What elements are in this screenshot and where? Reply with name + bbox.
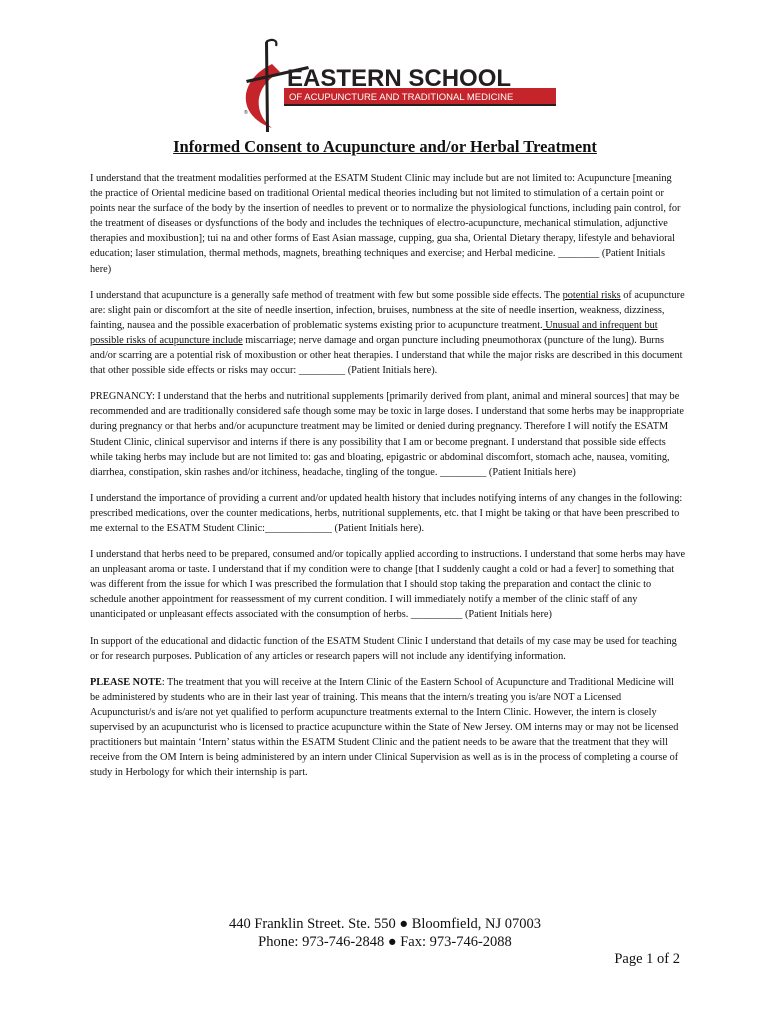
risks-text-c: of acupuncture are: slight pain or discomfort at the site of needle insertion, infection, bruises, numbness at the site of needle insertion, weakness, dizziness, fainting, nausea and the possible exacerbation of problematic systems existing prior to acupuncture treatment. bbox=[90, 289, 685, 331]
document-title: Informed Consent to Acupuncture and/or Herbal Treatment bbox=[173, 137, 597, 156]
please-note-label: PLEASE NOTE bbox=[90, 676, 162, 688]
paragraph-modalities: I understand that the treatment modalities performed at the ESATM Student Clinic may include but are not limited to: Acupuncture [meaning the practice of Oriental medicine based on traditional Oriental medical theories including but not limited to stimulation of a certain point or points near the surface of the body by the insertion of needles to prevent or to normalize the physiological functions, including pain control, for the treatment of diseases or dysfunctions of the body and includes the techniques of electro-acupuncture, mechanical stimulation, adjunctive therapies and moxibustion]; tui na and other forms of East Asian massage, cupping, gua sha, Oriental Dietary therapy, lifestyle and behavioral education; laser stimulation, thermal methods, magnets, breathing techniques and exercise; and Herbal medicine. ________ (Patient Initials here) bbox=[90, 173, 681, 275]
paragraph-acupuncture-risks bbox=[90, 288, 686, 379]
logo-registered-mark: ® bbox=[244, 110, 248, 116]
logo-tagline: OF ACUPUNCTURE AND TRADITIONAL MEDICINE bbox=[289, 92, 514, 103]
footer-phone: Phone: 973-746-2848 ● Fax: 973-746-2088 bbox=[258, 934, 512, 950]
risks-text-potential: potential risks bbox=[562, 289, 621, 301]
page-number: Page 1 of 2 bbox=[614, 951, 680, 967]
paragraph-education: In support of the educational and didactic function of the ESATM Student Clinic I understand that details of my case may be used for teaching or for research purposes. Publication of any articles or research papers will not include any identifying information. bbox=[90, 635, 677, 662]
risks-text-unusual: Unusual and infrequent but possible risks of acupuncture include bbox=[90, 319, 658, 346]
risks-text-e: miscarriage; nerve damage and organ puncture including pneumothorax (puncture of the lung). Burns and/or scarring are a potential risk of moxibustion or other heat therapies. I understand that while the major risks are described in this document that other possible side effects or risks may occur: _________ (Patient Initials here). bbox=[90, 334, 683, 377]
paragraph-herbs: I understand that herbs need to be prepared, consumed and/or topically applied according to instructions. I understand that some herbs may have an unpleasant aroma or taste. I understand that if my condition were to change [that I suddenly caught a cold or had a fever] to something that was different from the issue for which I was prescribed the formulation that I should stop taking the preparation and contact the clinic to schedule another appointment for reassessment of my current condition. I will immediately notify a member of the clinic staff of any unanticipated or unpleasant effects associated with the consumption of herbs. __________ (Patient Initials here) bbox=[90, 549, 686, 621]
paragraph-pregnancy: PREGNANCY: I understand that the herbs and nutritional supplements [primarily derived from plant, animal and mineral sources] that may be recommended and are traditionally considered safe though some may be toxic in large doses. I understand that some herbs may be inappropriate during pregnancy or that herbs and/or acupuncture treatment may be limited or denied during pregnancy. Therefore I will notify the ESATM Student Clinic, clinical supervisor and interns if there is any possibility that I am or become pregnant. I understand that possible side effects while taking herbs may include but are not limited to: gas and bloating, epigastric or abdominal discomfort, stomach ache, nausea, vomiting, diarrhea, constipation, skin rashes and/or itchiness, headache, tingling of the tongue. _________ (Patient Initials here) bbox=[90, 391, 684, 478]
footer bbox=[0, 915, 770, 951]
consent-body bbox=[90, 171, 686, 791]
school-logo bbox=[232, 36, 562, 136]
logo-name: EASTERN SCHOOL bbox=[287, 65, 512, 92]
footer-address: 440 Franklin Street. Ste. 550 ● Bloomfield, NJ 07003 bbox=[228, 916, 542, 932]
paragraph-please-note bbox=[90, 675, 686, 781]
risks-text-a: I understand that acupuncture is a generally safe method of treatment with few but some possible side effects. The bbox=[90, 289, 563, 301]
logo-mark-icon bbox=[232, 36, 562, 136]
paragraph-health-history: I understand the importance of providing a current and/or updated health history that includes notifying interns of any changes in the following: prescribed medications, over the counter medications, herbs, nutritional supplements, etc. that I might be taking or that have been prescribed to me external to the ESATM Student Clinic:_____________ (Patient Initials here). bbox=[90, 492, 683, 534]
please-note-text: : The treatment that you will receive at the Intern Clinic of the Eastern School of Acupuncture and Traditional Medicine will be administered by students who are in their last year of training. This means that the intern/s treating you is/are NOT a Licensed Acupuncturist/s and is/are not yet qualified to perform acupuncture treatments external to the Intern Clinic. However, the intern is closely supervised by an acupuncturist who is licensed to practice acupuncture within the State of New Jersey. OM interns may or may not be licensed practitioners but maintain ‘Intern’ status within the ESATM Student Clinic and the patient needs to be aware that the treatment that they will receive from the OM Intern is being administered by an intern under Clinical Supervision as well as is in the process of completing a course of study in Herbology for which their internship is part. bbox=[90, 676, 679, 779]
